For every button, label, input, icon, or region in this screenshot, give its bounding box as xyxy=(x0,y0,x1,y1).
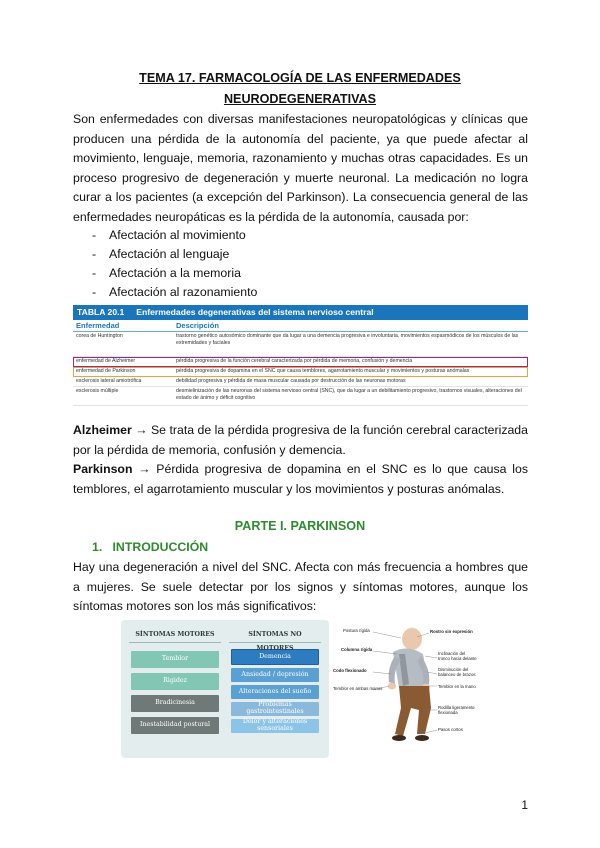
table-row-alzheimer: enfermedad de Alzheimer pérdida progresiva de la función cerebral caracterizada por pérdida de memoria, confusión y demencia xyxy=(73,357,528,367)
nonmotor-symptoms-title: SÍNTOMAS NO MOTORES xyxy=(229,628,321,643)
list-item: - Afectación al razonamiento xyxy=(92,285,258,299)
part-title: PARTE I. PARKINSON xyxy=(234,519,366,533)
list-item: - Afectación al lenguaje xyxy=(92,247,230,261)
label-balanceo: Disminución del balanceo de brazos xyxy=(438,667,476,677)
parkinson-intro-paragraph: Hay una degeneración a nivel del SNC. Afecta con más frecuencia a hombres que a mujeres. Se suele detectar por los signos y síntomas motores, aunque los síntomas motores son los más significativos: xyxy=(73,560,528,614)
list-item: - Afectación al movimiento xyxy=(92,228,246,242)
intro-heading: 1. INTRODUCCIÓN xyxy=(92,540,209,554)
table-row: corea de Huntington trastorno genético autosómico dominante que da lugar a una demencia progresiva e involuntaria, movimientos espasmódicos de los músculos de las extremidades y faciales xyxy=(73,332,528,357)
list-item: - Afectación a la memoria xyxy=(92,266,241,280)
motor-symptoms-title: SÍNTOMAS MOTORES xyxy=(129,628,221,643)
label-postura: Postura rígida xyxy=(343,628,370,633)
table-column-headers xyxy=(73,320,528,332)
symptom-box: Rigidez xyxy=(131,673,219,690)
intro-paragraph: Son enfermedades con diversas manifestaciones neuropatológicas y clínicas que producen una pérdida de la autonomía del paciente, ya que puede afectar al movimiento, lenguaje, memoria, razonamiento y muchas otras capacidades. Es un proceso progresivo de degeneración y muerte neuronal. La medicación no logra curar a los pacientes (a excepción del Parkinson). La consecuencia general de las enfermedades neuropáticas es la pérdida de la autonomía, causada por: xyxy=(73,112,528,224)
page-title-line-2: NEURODEGENERATIVAS xyxy=(223,92,377,106)
bullet-list xyxy=(92,226,257,302)
label-rostro: Rostro sin expresión xyxy=(430,629,473,634)
symptom-box: Dolor y alteraciones sensoriales xyxy=(231,719,319,733)
symptoms-panel xyxy=(121,620,329,758)
label-pasos: Pasos cortos xyxy=(438,727,463,732)
label-temblor: Temblor en ambas manos xyxy=(333,686,383,691)
table-row: esclerosis lateral amiotrófica debilidad progresiva y pérdida de masa muscular causada por destrucción de las neuronas motoras xyxy=(73,377,528,387)
symptom-box: Temblor xyxy=(131,651,219,668)
motor-symptoms-column xyxy=(127,628,223,739)
symptom-box: Bradicinesia xyxy=(131,695,219,712)
symptom-box: Ansiedad / depresión xyxy=(231,668,319,682)
label-columna: Columna rígida xyxy=(341,647,373,652)
table-number: TABLA 20.1 xyxy=(77,307,125,317)
column-header-disease: Enfermedad xyxy=(76,321,120,330)
parkinson-term: Parkinson xyxy=(73,462,133,476)
parkinson-paragraph: Parkinson → Pérdida progresiva de dopamina en el SNC es lo que causa los temblores, el agarrotamiento muscular y los movimientos y posturas anómalas. xyxy=(73,462,528,496)
alzheimer-term: Alzheimer xyxy=(73,423,132,437)
alzheimer-paragraph: Alzheimer → Se trata de la pérdida progresiva de la función cerebral caracterizada por la pérdida de memoria, confusión y demencia. xyxy=(73,423,528,457)
label-temblor-mano: Temblor en la mano xyxy=(438,684,476,689)
table-header xyxy=(73,305,528,320)
diseases-table xyxy=(73,305,528,406)
column-header-description: Descripción xyxy=(176,321,219,330)
symptom-box: Demencia xyxy=(231,649,319,665)
page-title-line-1: TEMA 17. FARMACOLOGÍA DE LAS ENFERMEDADES xyxy=(139,71,461,85)
elderly-man-illustration xyxy=(333,624,479,760)
label-rodilla: Rodilla ligeramente flexionada xyxy=(438,705,475,715)
label-codo: Codo flexionado xyxy=(333,668,367,673)
label-tronco: Inclinación del tronco hacia delante xyxy=(438,651,477,661)
symptom-box: Inestabilidad postural xyxy=(131,717,219,734)
table-row-parkinson: enfermedad de Parkinson pérdida progresiva de dopamina en el SNC que causa temblores, agarrotamiento muscular y movimientos y posturas anómalas xyxy=(73,367,528,377)
symptom-box: Problemas gastrointestinales xyxy=(231,702,319,716)
table-row: esclerosis múltiple desmielinización de las neuronas del sistema nervioso central (SNC), que da lugar a un debilitamiento progresivo, trastornos visuales, alteraciones del estado de ánimo y déficit cognitivo xyxy=(73,387,528,406)
table-title: Enfermedades degenerativas del sistema nervioso central xyxy=(136,307,374,317)
page-number: 1 xyxy=(521,798,528,812)
symptom-box: Alteraciones del sueño xyxy=(231,685,319,699)
parkinson-posture-figure xyxy=(333,624,479,760)
nonmotor-symptoms-column xyxy=(227,628,323,736)
